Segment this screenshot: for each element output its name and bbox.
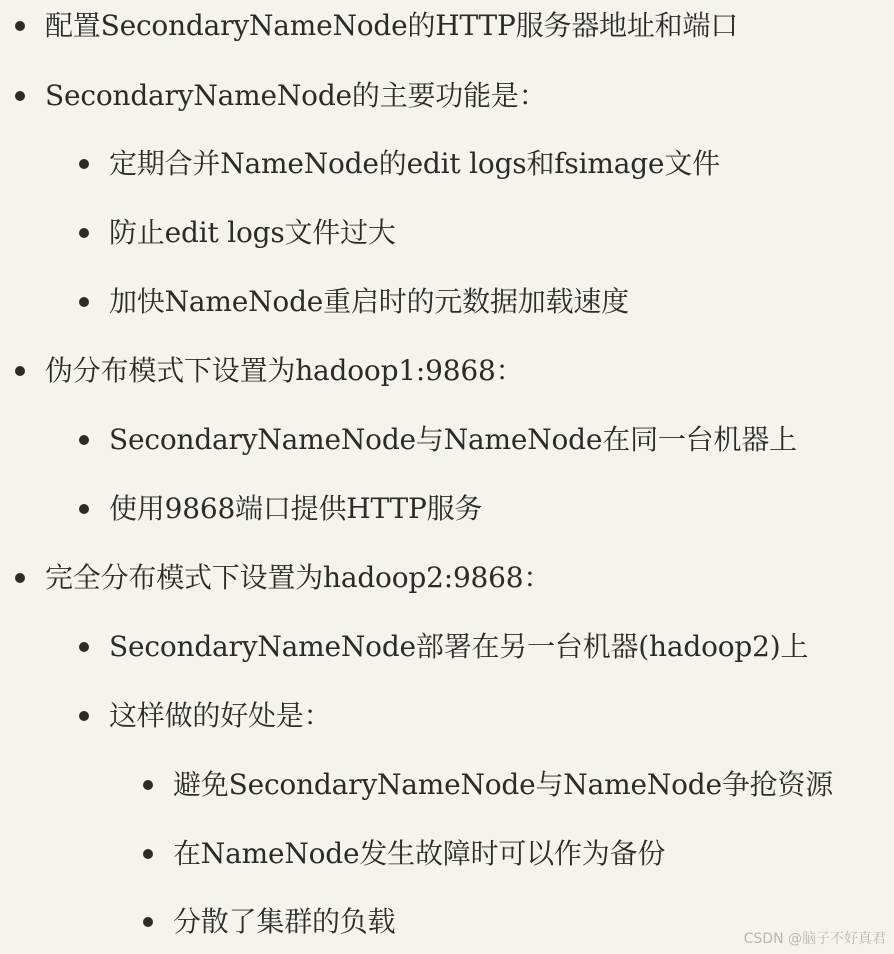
list-item-text: 在NameNode发生故障时可以作为备份 [173,837,666,870]
list-item-text: 防止edit logs文件过大 [109,216,396,249]
list-item-text: 配置SecondaryNameNode的HTTP服务器地址和端口 [45,9,739,42]
bullet-icon [15,573,25,583]
list-item-text: 完全分布模式下设置为hadoop2:9868： [45,561,552,594]
bullet-icon [15,366,25,376]
list-item-text: SecondaryNameNode与NameNode在同一台机器上 [109,423,797,456]
bullet-icon [79,228,89,238]
list-item [173,765,833,805]
list-item [109,213,396,253]
bullet-icon [79,435,89,445]
bullet-icon [143,917,153,927]
bullet-icon [15,21,25,31]
list-item [45,558,551,598]
list-item [109,627,808,667]
list-item [109,144,720,184]
bullet-icon [15,91,25,101]
list-item-text: 分散了集群的负载 [173,905,396,938]
list-item [173,834,665,874]
list-item-text: 定期合并NameNode的edit logs和fsimage文件 [109,147,720,180]
list-item-text: 这样做的好处是： [109,699,332,732]
bullet-icon [143,849,153,859]
bullet-icon [79,504,89,514]
list-item [109,282,629,322]
bullet-icon [79,159,89,169]
list-item-text: 避免SecondaryNameNode与NameNode争抢资源 [173,768,834,801]
list-item-text: 使用9868端口提供HTTP服务 [109,492,483,525]
list-item [45,6,738,46]
list-item-text: 伪分布模式下设置为hadoop1:9868： [45,354,524,387]
bullet-icon [79,711,89,721]
list-item [109,696,331,736]
list-item [173,902,395,942]
bullet-icon [79,297,89,307]
list-item [109,489,482,529]
watermark: CSDN @脑子不好真君 [743,931,886,947]
bullet-icon [143,780,153,790]
bullet-icon [79,642,89,652]
list-item [45,351,523,391]
list-item-text: SecondaryNameNode部署在另一台机器(hadoop2)上 [109,630,809,663]
list-item-text: SecondaryNameNode的主要功能是： [45,79,547,112]
list-item-text: 加快NameNode重启时的元数据加载速度 [109,285,629,318]
list-item [109,420,797,460]
list-item [45,76,547,116]
